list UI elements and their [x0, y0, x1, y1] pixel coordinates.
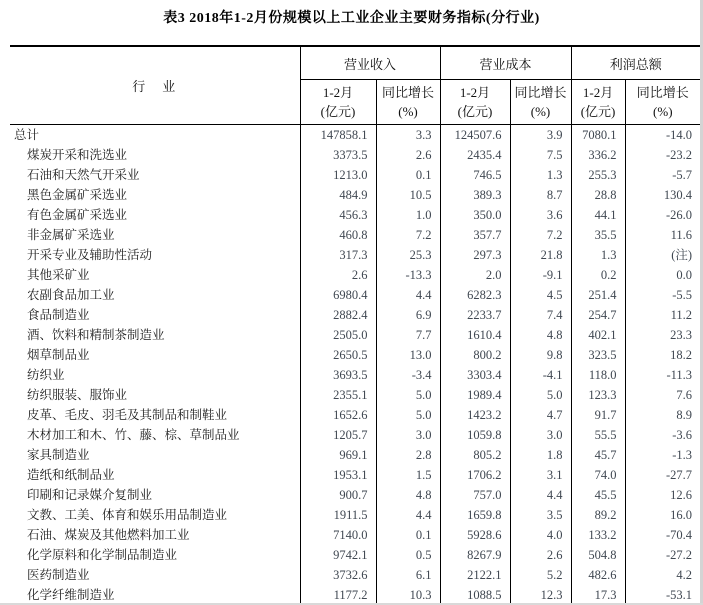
revenue-growth: 7.2 — [376, 225, 440, 245]
cost-amount: 6282.3 — [440, 285, 510, 305]
subheader-cost-amount — [440, 80, 510, 125]
industry-name: 化学纤维制造业 — [27, 588, 115, 602]
profit-amount: 133.2 — [571, 525, 625, 545]
revenue-growth: -3.4 — [376, 365, 440, 385]
revenue-growth: 6.9 — [376, 305, 440, 325]
industry-name: 烟草制品业 — [27, 348, 90, 362]
profit-amount: 35.5 — [571, 225, 625, 245]
profit-amount: 251.4 — [571, 285, 625, 305]
revenue-amount: 1652.6 — [300, 405, 376, 425]
revenue-amount: 460.8 — [300, 225, 376, 245]
cost-growth: 5.2 — [510, 565, 571, 585]
cost-amount: 5928.6 — [440, 525, 510, 545]
industry-name: 有色金属矿采选业 — [27, 208, 128, 222]
revenue-growth: 10.5 — [376, 185, 440, 205]
cost-amount: 1706.2 — [440, 465, 510, 485]
table-row — [10, 145, 700, 165]
cost-amount: 2435.4 — [440, 145, 510, 165]
subheader-profit-amount — [571, 80, 625, 125]
industry-name: 纺织业 — [27, 368, 65, 382]
cost-growth: 3.9 — [510, 125, 571, 146]
revenue-amount: 6980.4 — [300, 285, 376, 305]
profit-amount: 28.8 — [571, 185, 625, 205]
profit-amount: 254.7 — [571, 305, 625, 325]
cost-amount: 1989.4 — [440, 385, 510, 405]
table-row — [10, 125, 700, 146]
cost-amount: 8267.9 — [440, 545, 510, 565]
cost-amount: 800.2 — [440, 345, 510, 365]
profit-growth: -1.3 — [625, 445, 700, 465]
cost-growth: -4.1 — [510, 365, 571, 385]
cost-growth: 1.3 — [510, 165, 571, 185]
profit-growth: -53.1 — [625, 585, 700, 605]
cost-amount: 389.3 — [440, 185, 510, 205]
revenue-growth: 5.0 — [376, 405, 440, 425]
cost-growth: 7.2 — [510, 225, 571, 245]
revenue-amount: 484.9 — [300, 185, 376, 205]
industry-name: 煤炭开采和洗选业 — [27, 148, 128, 162]
industry-name: 总计 — [14, 128, 40, 142]
table-header — [10, 46, 700, 125]
revenue-amount: 1911.5 — [300, 505, 376, 525]
revenue-amount: 317.3 — [300, 245, 376, 265]
table-row — [10, 325, 700, 345]
cost-amount: 1423.2 — [440, 405, 510, 425]
profit-growth: 23.3 — [625, 325, 700, 345]
table-row — [10, 365, 700, 385]
profit-amount: 55.5 — [571, 425, 625, 445]
cost-amount: 1659.8 — [440, 505, 510, 525]
industry-name: 非金属矿采选业 — [27, 228, 115, 242]
profit-amount: 45.5 — [571, 485, 625, 505]
table-row — [10, 525, 700, 545]
revenue-growth: 4.4 — [376, 285, 440, 305]
profit-growth: 0.0 — [625, 265, 700, 285]
industry-name: 开采专业及辅助性活动 — [27, 248, 153, 262]
profit-growth: -26.0 — [625, 205, 700, 225]
revenue-growth: 1.0 — [376, 205, 440, 225]
profit-growth: -27.7 — [625, 465, 700, 485]
table-row — [10, 485, 700, 505]
cost-growth: 7.5 — [510, 145, 571, 165]
revenue-amount: 969.1 — [300, 445, 376, 465]
revenue-amount: 3373.5 — [300, 145, 376, 165]
industry-name: 其他采矿业 — [27, 268, 90, 282]
subheader-cost-growth — [510, 80, 571, 125]
cost-growth: 3.6 — [510, 205, 571, 225]
subheader-line: 同比增长 — [636, 85, 689, 100]
revenue-growth: 2.8 — [376, 445, 440, 465]
revenue-amount: 1213.0 — [300, 165, 376, 185]
subheader-profit-growth — [625, 80, 700, 125]
table-row — [10, 205, 700, 225]
profit-amount: 45.7 — [571, 445, 625, 465]
revenue-amount: 456.3 — [300, 205, 376, 225]
profit-growth: (注) — [625, 245, 700, 265]
industry-name: 皮革、毛皮、羽毛及其制品和制鞋业 — [27, 408, 228, 422]
group-header-cost: 营业成本 — [440, 46, 571, 80]
industry-name: 石油和天然气开采业 — [27, 168, 140, 182]
group-header-profit: 利润总额 — [571, 46, 700, 80]
cost-growth: 4.4 — [510, 485, 571, 505]
profit-growth: 12.6 — [625, 485, 700, 505]
revenue-growth: 0.5 — [376, 545, 440, 565]
revenue-growth: -13.3 — [376, 265, 440, 285]
profit-amount: 91.7 — [571, 405, 625, 425]
subheader-line: (亿元) — [457, 104, 493, 119]
cost-growth: 3.5 — [510, 505, 571, 525]
cost-amount: 805.2 — [440, 445, 510, 465]
profit-growth: 130.4 — [625, 185, 700, 205]
revenue-amount: 900.7 — [300, 485, 376, 505]
cost-growth: 21.8 — [510, 245, 571, 265]
industry-name: 木材加工和木、竹、藤、棕、草制品业 — [27, 428, 240, 442]
revenue-amount: 2650.5 — [300, 345, 376, 365]
revenue-amount: 3693.5 — [300, 365, 376, 385]
revenue-amount: 147858.1 — [300, 125, 376, 146]
profit-growth: -70.4 — [625, 525, 700, 545]
cost-amount: 1088.5 — [440, 585, 510, 605]
profit-growth: 11.6 — [625, 225, 700, 245]
table-body — [10, 125, 700, 605]
industry-name: 化学原料和化学制品制造业 — [27, 548, 178, 562]
revenue-growth: 2.6 — [376, 145, 440, 165]
revenue-amount: 3732.6 — [300, 565, 376, 585]
cost-growth: -9.1 — [510, 265, 571, 285]
revenue-amount: 7140.0 — [300, 525, 376, 545]
industry-name: 食品制造业 — [27, 308, 90, 322]
cost-growth: 3.0 — [510, 425, 571, 445]
subheader-line: (%) — [653, 104, 673, 119]
financial-indicators-table — [10, 45, 700, 605]
table-row — [10, 405, 700, 425]
cost-amount: 2122.1 — [440, 565, 510, 585]
subheader-line: 同比增长 — [514, 85, 567, 100]
revenue-growth: 0.1 — [376, 165, 440, 185]
profit-growth: 7.6 — [625, 385, 700, 405]
cost-growth: 7.4 — [510, 305, 571, 325]
revenue-amount: 2882.4 — [300, 305, 376, 325]
revenue-growth: 4.8 — [376, 485, 440, 505]
revenue-growth: 3.0 — [376, 425, 440, 445]
revenue-amount: 1177.2 — [300, 585, 376, 605]
revenue-amount: 1953.1 — [300, 465, 376, 485]
industry-name: 造纸和纸制品业 — [27, 468, 115, 482]
profit-amount: 118.0 — [571, 365, 625, 385]
profit-growth: -11.3 — [625, 365, 700, 385]
profit-growth: -3.6 — [625, 425, 700, 445]
cost-amount: 350.0 — [440, 205, 510, 225]
profit-amount: 402.1 — [571, 325, 625, 345]
group-header-row — [10, 46, 700, 80]
table-row — [10, 465, 700, 485]
revenue-amount: 2.6 — [300, 265, 376, 285]
cost-amount: 746.5 — [440, 165, 510, 185]
cost-amount: 757.0 — [440, 485, 510, 505]
cost-growth: 9.8 — [510, 345, 571, 365]
table-row — [10, 545, 700, 565]
cost-amount: 357.7 — [440, 225, 510, 245]
revenue-amount: 9742.1 — [300, 545, 376, 565]
profit-amount: 17.3 — [571, 585, 625, 605]
profit-amount: 504.8 — [571, 545, 625, 565]
profit-growth: -5.5 — [625, 285, 700, 305]
table-row — [10, 225, 700, 245]
profit-amount: 123.3 — [571, 385, 625, 405]
subheader-line: (亿元) — [580, 104, 616, 119]
cost-growth: 5.0 — [510, 385, 571, 405]
cost-growth: 4.7 — [510, 405, 571, 425]
revenue-growth: 5.0 — [376, 385, 440, 405]
profit-amount: 323.5 — [571, 345, 625, 365]
table-row — [10, 565, 700, 585]
industry-name: 文教、工美、体育和娱乐用品制造业 — [27, 508, 228, 522]
cost-amount: 2.0 — [440, 265, 510, 285]
cost-amount: 1610.4 — [440, 325, 510, 345]
subheader-line: (亿元) — [320, 104, 356, 119]
table-row — [10, 585, 700, 605]
subheader-line: (%) — [398, 104, 418, 119]
industry-name: 印刷和记录媒介复制业 — [27, 488, 153, 502]
revenue-growth: 3.3 — [376, 125, 440, 146]
table-row — [10, 445, 700, 465]
profit-growth: -14.0 — [625, 125, 700, 146]
table-title: 表3 2018年1-2月份规模以上工业企业主要财务指标(分行业) — [163, 11, 540, 26]
revenue-amount: 2505.0 — [300, 325, 376, 345]
revenue-growth: 1.5 — [376, 465, 440, 485]
cost-growth: 4.0 — [510, 525, 571, 545]
table-row — [10, 265, 700, 285]
profit-growth: 16.0 — [625, 505, 700, 525]
industry-name: 纺织服装、服饰业 — [27, 388, 128, 402]
table-row — [10, 345, 700, 365]
cost-amount: 1059.8 — [440, 425, 510, 445]
industry-name: 农副食品加工业 — [27, 288, 115, 302]
table-row — [10, 505, 700, 525]
subheader-line: 同比增长 — [382, 85, 435, 100]
industry-name: 黑色金属矿采选业 — [27, 188, 128, 202]
cost-growth: 3.1 — [510, 465, 571, 485]
revenue-growth: 0.1 — [376, 525, 440, 545]
cost-growth: 1.8 — [510, 445, 571, 465]
table-row — [10, 165, 700, 185]
subheader-line: 1-2月 — [322, 85, 354, 100]
profit-amount: 482.6 — [571, 565, 625, 585]
profit-amount: 336.2 — [571, 145, 625, 165]
industry-name: 石油、煤炭及其他燃料加工业 — [27, 528, 190, 542]
profit-growth: 4.2 — [625, 565, 700, 585]
industry-name: 酒、饮料和精制茶制造业 — [27, 328, 165, 342]
revenue-growth: 25.3 — [376, 245, 440, 265]
profit-amount: 7080.1 — [571, 125, 625, 146]
cost-amount: 297.3 — [440, 245, 510, 265]
subheader-line: 1-2月 — [582, 85, 614, 100]
industry-column-header: 行 业 — [10, 46, 300, 125]
industry-name: 家具制造业 — [27, 448, 90, 462]
revenue-growth: 4.4 — [376, 505, 440, 525]
profit-growth: 8.9 — [625, 405, 700, 425]
profit-amount: 74.0 — [571, 465, 625, 485]
profit-growth: 18.2 — [625, 345, 700, 365]
revenue-growth: 6.1 — [376, 565, 440, 585]
subheader-revenue-growth — [376, 80, 440, 125]
subheader-line: (%) — [530, 104, 551, 119]
profit-growth: -5.7 — [625, 165, 700, 185]
cost-growth: 2.6 — [510, 545, 571, 565]
cost-growth: 8.7 — [510, 185, 571, 205]
industry-name: 医药制造业 — [27, 568, 90, 582]
profit-growth: -27.2 — [625, 545, 700, 565]
table-row — [10, 185, 700, 205]
profit-amount: 89.2 — [571, 505, 625, 525]
profit-amount: 1.3 — [571, 245, 625, 265]
cost-growth: 12.3 — [510, 585, 571, 605]
cost-growth: 4.5 — [510, 285, 571, 305]
revenue-amount: 2355.1 — [300, 385, 376, 405]
table-row — [10, 305, 700, 325]
cost-growth: 4.8 — [510, 325, 571, 345]
group-header-revenue: 营业收入 — [300, 46, 440, 80]
table-row — [10, 385, 700, 405]
table-row — [10, 425, 700, 445]
table-row — [10, 245, 700, 265]
profit-amount: 44.1 — [571, 205, 625, 225]
cost-amount: 2233.7 — [440, 305, 510, 325]
profit-amount: 255.3 — [571, 165, 625, 185]
revenue-growth: 13.0 — [376, 345, 440, 365]
subheader-revenue-amount — [300, 80, 376, 125]
revenue-growth: 7.7 — [376, 325, 440, 345]
cost-amount: 124507.6 — [440, 125, 510, 146]
table-row — [10, 285, 700, 305]
subheader-line: 1-2月 — [459, 85, 491, 100]
revenue-amount: 1205.7 — [300, 425, 376, 445]
profit-growth: -23.2 — [625, 145, 700, 165]
profit-growth: 11.2 — [625, 305, 700, 325]
profit-amount: 0.2 — [571, 265, 625, 285]
cost-amount: 3303.4 — [440, 365, 510, 385]
revenue-growth: 10.3 — [376, 585, 440, 605]
